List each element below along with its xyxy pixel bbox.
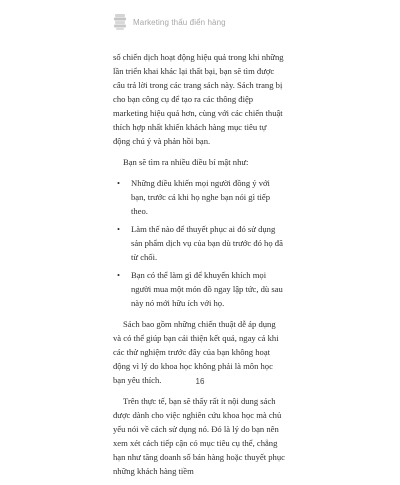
page-number: 16 [195, 377, 205, 386]
list-item [113, 268, 285, 310]
list-item-text: Làm thế nào để thuyết phục ai đó sử dụng sản phẩm dịch vụ của bạn dù trước đó họ đã từ chối. [131, 224, 283, 262]
page-header [113, 12, 226, 32]
page-body [113, 50, 285, 485]
bullet-dot: • [117, 178, 121, 188]
list-item-text: Những điều khiến mọi người đồng ý với bạn, trước cả khi họ nghe bạn nói gì tiếp theo. [131, 178, 271, 216]
paragraph-intro: số chiến dịch hoạt động hiệu quả trong khi những lần triển khai khác lại thất bại, bạn sẽ tìm được câu trả lời trong các trang sách này. Sách trang bị cho bạn công cụ để tạo ra các thông điệp marketing hiệu quả hơn, cùng với các chiến thuật thích hợp nhất khiến khách hàng mục tiêu tự động chú ý và phản hồi bạn. [113, 52, 284, 146]
secrets-list [113, 176, 285, 310]
list-item [113, 176, 285, 218]
list-item-text: Bạn có thể làm gì để khuyến khích mọi người mua một món đồ ngay lập tức, dù sau này nó mới hữu ích với họ. [131, 270, 283, 308]
bullet-dot: • [117, 224, 121, 234]
book-stack-icon [113, 13, 127, 31]
paragraph-tactics: Sách bao gồm những chiến thuật dễ áp dụng và có thể giúp bạn cải thiện kết quả, ngay cả khi các thử nghiệm trước đây của bạn không hoạt động vì lý do khoa học không phải là môn học bạn yêu thích. [113, 319, 279, 385]
paragraph-secrets-lead: Bạn sẽ tìm ra nhiều điều bí mật như: [123, 157, 249, 167]
bullet-dot: • [117, 270, 121, 280]
list-item [113, 222, 285, 264]
paragraph-in-practice: Trên thực tế, bạn sẽ thấy rất ít nội dung sách được dành cho việc nghiên cứu khoa học mà chủ yếu nói về cách sử dụng nó. Đó là lý do bạn nên xem xét cách tiếp cận có mục tiêu cụ thể, chẳng hạn như tăng doanh số bán hàng hoặc thuyết phục những khách hàng tiềm [113, 396, 285, 476]
running-head: Marketing thấu điển hàng [133, 17, 226, 27]
